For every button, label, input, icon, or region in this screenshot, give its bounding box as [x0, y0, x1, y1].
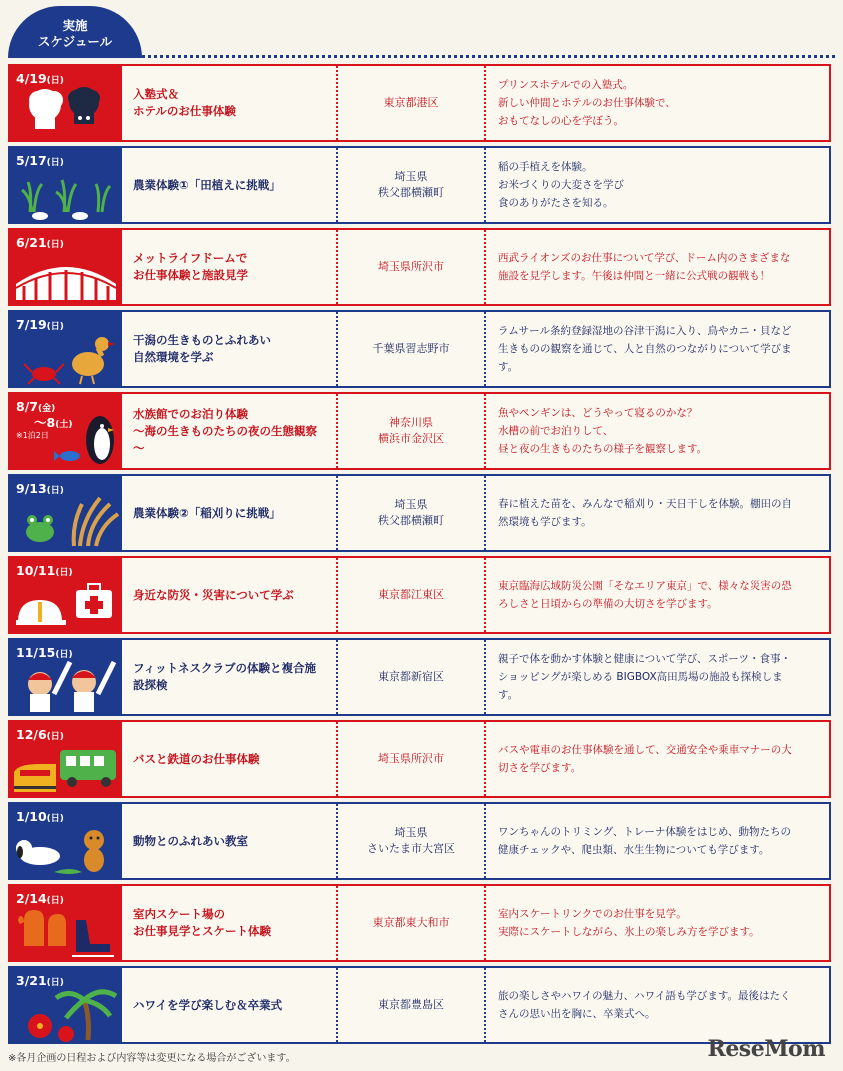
kids-exercise-icon — [10, 654, 122, 714]
event-title: 身近な防災・災害について学ぶ — [133, 587, 294, 602]
schedule-list — [8, 64, 831, 1048]
event-location: 千葉県習志野市 — [336, 312, 486, 386]
schedule-row — [8, 884, 831, 962]
event-title: 動物とのふれあい教室 — [133, 833, 248, 848]
event-description: ラムサール条約登録湿地の谷津干潟に入り、鳥やカニ・貝など 生きものの観察を通じて、人と自然のつながりについて学びま す。 — [498, 325, 792, 373]
schedule-row — [8, 720, 831, 798]
footer-note: ※各月企画の日程および内容等は変更になる場合がございます。 — [8, 1053, 296, 1064]
chef-hats-icon — [10, 80, 122, 140]
event-title: メットライフドームで お仕事体験と施設見学 — [133, 251, 248, 282]
event-date: 11/15(日) — [16, 645, 73, 660]
schedule-row — [8, 228, 831, 306]
date-cell — [10, 394, 122, 468]
event-description: バスや電車のお仕事体験を通して、交通安全や乗車マナーの大 切さを学びます。 — [498, 744, 792, 774]
stadium-dome-icon — [10, 244, 122, 304]
event-date: 12/6(日) — [16, 727, 64, 742]
event-location: 東京都豊島区 — [336, 968, 486, 1042]
resemom-logo: ReseMom — [707, 1036, 825, 1062]
event-date: 7/19(日) — [16, 317, 64, 332]
event-location: 埼玉県所沢市 — [336, 230, 486, 304]
schedule-row — [8, 392, 831, 470]
date-cell — [10, 66, 122, 140]
event-title: 水族館でのお泊り体験 〜海の生きものたちの夜の生態観察 〜 — [133, 406, 317, 455]
date-cell — [10, 312, 122, 386]
event-location: 埼玉県 秩父郡横瀬町 — [336, 476, 486, 550]
date-cell — [10, 968, 122, 1042]
schedule-heading-badge — [8, 6, 142, 58]
event-location: 東京都江東区 — [336, 558, 486, 632]
heading-line-2: スケジュール — [37, 34, 113, 49]
schedule-row — [8, 966, 831, 1044]
event-date: 1/10(日) — [16, 809, 64, 824]
heading-line-1: 実施 — [62, 18, 88, 33]
event-title: 室内スケート場の お仕事見学とスケート体験 — [133, 907, 271, 938]
event-description: ワンちゃんのトリミング、トレーナ体験をはじめ、動物たちの 健康チェックや、爬虫類、水生生物についても学びます。 — [498, 826, 791, 856]
date-cell — [10, 722, 122, 796]
event-title: ハワイを学び楽しむ＆卒業式 — [133, 997, 283, 1012]
mittens-skates-icon — [10, 900, 122, 960]
helmet-firstaid-icon — [10, 572, 122, 632]
event-date: 9/13(日) — [16, 481, 64, 496]
event-description: 西武ライオンズのお仕事について学び、ドーム内のさまざまな 施設を見学します。午後は仲間と一緒に公式戦の観戦も！ — [498, 252, 791, 282]
bus-train-icon — [10, 736, 122, 796]
rice-seedlings-icon — [10, 162, 122, 222]
date-cell — [10, 230, 122, 304]
event-title: 入塾式＆ ホテルのお仕事体験 — [133, 87, 236, 118]
event-title: 干潟の生きものとふれあい 自然環境を学ぶ — [133, 333, 271, 364]
event-date: 5/17(日) — [16, 153, 64, 168]
schedule-row — [8, 310, 831, 388]
event-title: フィットネスクラブの体験と複合施 設探検 — [133, 661, 316, 692]
event-location: 東京都港区 — [336, 66, 486, 140]
event-location: 埼玉県 秩父郡横瀬町 — [336, 148, 486, 222]
schedule-row — [8, 802, 831, 880]
event-description: 旅の楽しさやハワイの魅力、ハワイ語も学びます。最後はたく さんの思い出を胸に、卒業式へ。 — [498, 990, 791, 1020]
event-date: 6/21(日) — [16, 235, 64, 250]
event-description: プリンスホテルでの入塾式。 新しい仲間とホテルのお仕事体験で、 おもてなしの心を学ぼう。 — [498, 79, 676, 127]
schedule-row — [8, 146, 831, 224]
dogs-lizard-icon — [10, 818, 122, 878]
event-title: 農業体験②「稲刈りに挑戦」 — [133, 505, 281, 520]
event-location: 東京都東大和市 — [336, 886, 486, 960]
event-description: 親子で体を動かす体験と健康について学び、スポーツ・食事・ ショッピングが楽しめる BIGBOX高田馬場の施設も探検しま す。 — [498, 653, 791, 701]
event-date: 3/21(日) — [16, 973, 64, 988]
schedule-row — [8, 556, 831, 634]
header-dotted-divider — [142, 55, 835, 58]
event-date: 2/14(日) — [16, 891, 64, 906]
date-cell — [10, 886, 122, 960]
event-date: 10/11(日) — [16, 563, 73, 578]
event-location: 神奈川県 横浜市金沢区 — [336, 394, 486, 468]
event-title: 農業体験①「田植えに挑戦」 — [133, 177, 281, 192]
event-description: 稲の手植えを体験。 お米づくりの大変さを学び 食のありがたさを知る。 — [498, 161, 624, 209]
date-note: ※1泊2日 — [16, 431, 49, 440]
event-location: 埼玉県 さいたま市大宮区 — [336, 804, 486, 878]
event-title: バスと鉄道のお仕事体験 — [133, 751, 260, 766]
penguin-fish-icon — [10, 408, 122, 468]
frog-rice-icon — [10, 490, 122, 550]
schedule-row — [8, 64, 831, 142]
bird-crab-icon — [10, 326, 122, 386]
date-cell — [10, 640, 122, 714]
schedule-row — [8, 474, 831, 552]
date-cell — [10, 558, 122, 632]
page-header — [0, 0, 843, 58]
palm-hibiscus-icon — [10, 982, 122, 1042]
event-description: 東京臨海広域防災公園「そなエリア東京」で、様々な災害の恐 ろしさと日頃からの準備の大切さを学びます。 — [498, 580, 792, 610]
event-description: 室内スケートリンクでのお仕事を見学。 実際にスケートしながら、氷上の楽しみ方を学びます。 — [498, 908, 760, 938]
event-date: 4/19(日) — [16, 71, 64, 86]
schedule-row — [8, 638, 831, 716]
date-cell — [10, 148, 122, 222]
event-description: 魚やペンギンは、どうやって寝るのかな？ 水槽の前でお泊りして、 昼と夜の生きものたちの様子を観察します。 — [498, 407, 708, 455]
date-cell — [10, 476, 122, 550]
event-description: 春に植えた苗を、みんなで稲刈り・天日干しを体験。棚田の自 然環境も学びます。 — [498, 498, 792, 528]
event-location: 埼玉県所沢市 — [336, 722, 486, 796]
event-date: 8/7(金) 〜8(土) — [16, 399, 73, 430]
event-location: 東京都新宿区 — [336, 640, 486, 714]
date-cell — [10, 804, 122, 878]
